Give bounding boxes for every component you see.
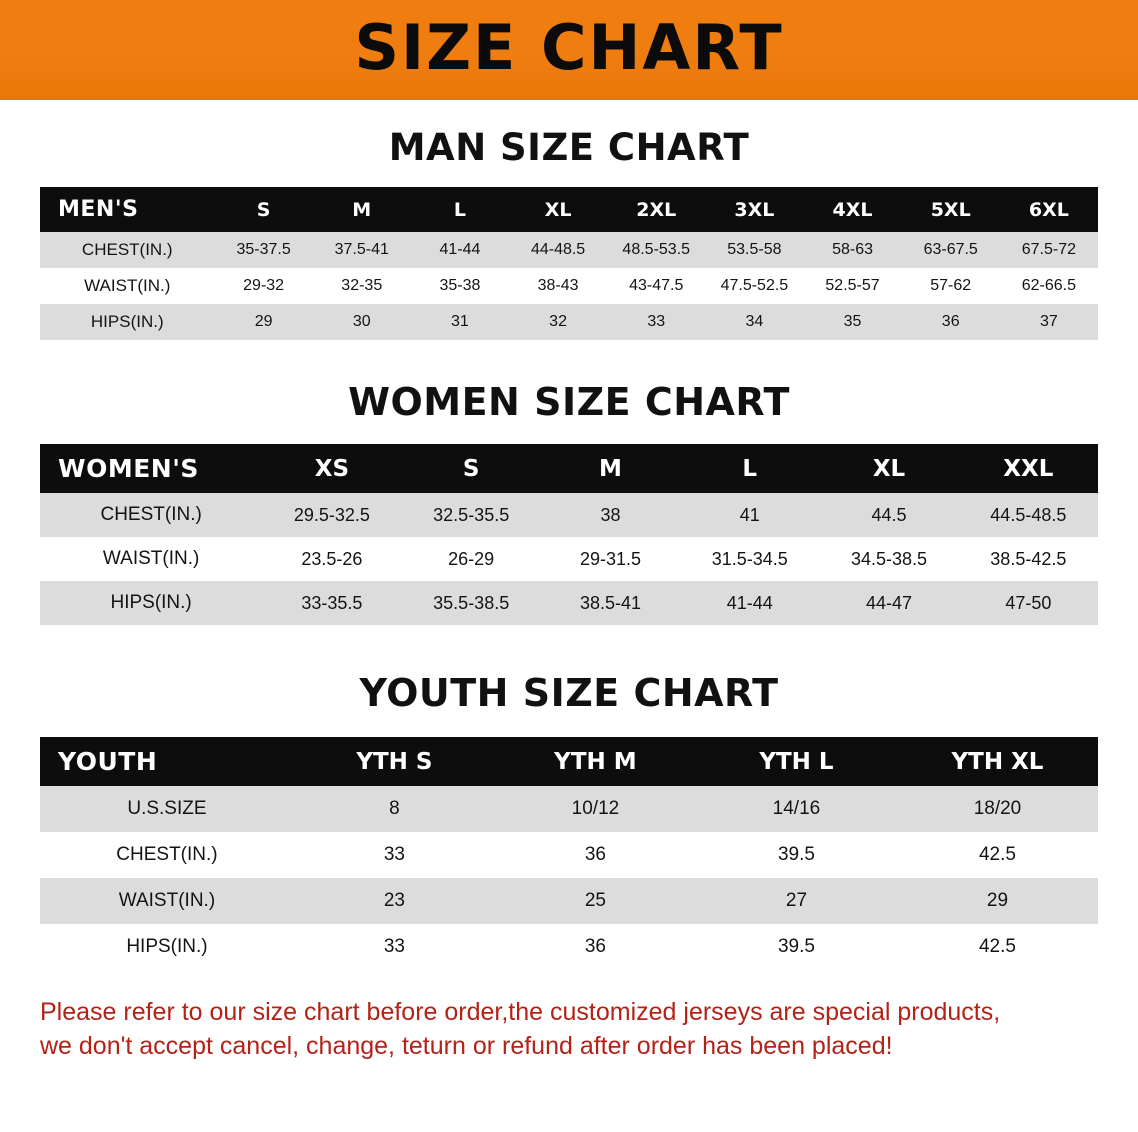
table-header-row <box>40 444 1098 493</box>
youth-measure-label: CHEST(IN.) <box>40 832 294 878</box>
youth-measure-value: 39.5 <box>696 924 897 970</box>
man-measure-value: 32 <box>509 304 607 340</box>
man-measure-value: 58-63 <box>803 232 901 268</box>
women-measure-label: HIPS(IN.) <box>40 581 262 625</box>
women-measure-value: 41 <box>680 493 819 537</box>
youth-column-header: YTH S <box>294 737 495 786</box>
man-measure-value: 53.5-58 <box>705 232 803 268</box>
women-column-header: XXL <box>959 444 1098 493</box>
man-size-table <box>40 187 1098 340</box>
man-measure-value: 67.5-72 <box>1000 232 1098 268</box>
man-table-header <box>40 187 1098 232</box>
women-measure-value: 35.5-38.5 <box>402 581 541 625</box>
youth-measure-value: 39.5 <box>696 832 897 878</box>
youth-measure-value: 27 <box>696 878 897 924</box>
disclaimer-line-1: Please refer to our size chart before order,the customized jerseys are special products, <box>40 998 1001 1026</box>
women-measure-value: 23.5-26 <box>262 537 401 581</box>
table-row <box>40 581 1098 625</box>
table-row <box>40 924 1098 970</box>
women-table-header <box>40 444 1098 493</box>
man-table-wrap <box>0 187 1138 340</box>
youth-measure-label: HIPS(IN.) <box>40 924 294 970</box>
disclaimer-note <box>40 996 1098 1064</box>
man-measure-value: 34 <box>705 304 803 340</box>
table-row <box>40 304 1098 340</box>
youth-measure-value: 36 <box>495 924 696 970</box>
man-measure-value: 48.5-53.5 <box>607 232 705 268</box>
man-column-header: L <box>411 187 509 232</box>
youth-table-wrap <box>0 737 1138 970</box>
youth-measure-value: 25 <box>495 878 696 924</box>
youth-column-header: YTH L <box>696 737 897 786</box>
women-measure-value: 38 <box>541 493 680 537</box>
women-column-header: S <box>402 444 541 493</box>
women-measure-value: 29.5-32.5 <box>262 493 401 537</box>
table-row <box>40 493 1098 537</box>
man-measure-value: 41-44 <box>411 232 509 268</box>
man-measure-value: 35-38 <box>411 268 509 304</box>
man-measure-value: 37.5-41 <box>313 232 411 268</box>
youth-measure-value: 29 <box>897 878 1098 924</box>
women-column-header: XS <box>262 444 401 493</box>
women-measure-value: 38.5-42.5 <box>959 537 1098 581</box>
youth-measure-value: 18/20 <box>897 786 1098 832</box>
women-measure-value: 29-31.5 <box>541 537 680 581</box>
women-measure-value: 32.5-35.5 <box>402 493 541 537</box>
man-measure-value: 37 <box>1000 304 1098 340</box>
women-measure-value: 34.5-38.5 <box>819 537 958 581</box>
women-measure-value: 44.5-48.5 <box>959 493 1098 537</box>
women-measure-value: 44-47 <box>819 581 958 625</box>
youth-section-heading: YOUTH SIZE CHART <box>359 671 779 715</box>
youth-measure-value: 33 <box>294 924 495 970</box>
man-column-header: 3XL <box>705 187 803 232</box>
youth-measure-value: 23 <box>294 878 495 924</box>
women-measure-value: 41-44 <box>680 581 819 625</box>
man-column-header: XL <box>509 187 607 232</box>
man-section-heading: MAN SIZE CHART <box>388 126 750 169</box>
youth-measure-value: 42.5 <box>897 832 1098 878</box>
women-column-header: M <box>541 444 680 493</box>
man-column-header: S <box>215 187 313 232</box>
man-measure-value: 32-35 <box>313 268 411 304</box>
youth-measure-label: WAIST(IN.) <box>40 878 294 924</box>
women-measure-label: WAIST(IN.) <box>40 537 262 581</box>
man-measure-value: 29-32 <box>215 268 313 304</box>
youth-measure-value: 8 <box>294 786 495 832</box>
women-measure-value: 31.5-34.5 <box>680 537 819 581</box>
women-column-header: L <box>680 444 819 493</box>
women-size-table <box>40 444 1098 625</box>
man-measure-value: 33 <box>607 304 705 340</box>
man-measure-value: 63-67.5 <box>902 232 1000 268</box>
youth-column-header: YTH XL <box>897 737 1098 786</box>
women-measure-label: CHEST(IN.) <box>40 493 262 537</box>
women-measure-value: 44.5 <box>819 493 958 537</box>
youth-measure-label: U.S.SIZE <box>40 786 294 832</box>
man-measure-value: 44-48.5 <box>509 232 607 268</box>
women-table-body <box>40 493 1098 625</box>
man-measure-label: WAIST(IN.) <box>40 268 215 304</box>
women-measure-value: 26-29 <box>402 537 541 581</box>
man-measure-value: 52.5-57 <box>803 268 901 304</box>
man-row-header-label: MEN'S <box>40 187 215 232</box>
table-row <box>40 232 1098 268</box>
women-measure-value: 47-50 <box>959 581 1098 625</box>
man-measure-value: 57-62 <box>902 268 1000 304</box>
man-column-header: 5XL <box>902 187 1000 232</box>
man-column-header: 6XL <box>1000 187 1098 232</box>
man-measure-value: 29 <box>215 304 313 340</box>
man-column-header: 2XL <box>607 187 705 232</box>
youth-table-body <box>40 786 1098 970</box>
man-table-body <box>40 232 1098 340</box>
women-section-heading: WOMEN SIZE CHART <box>348 380 790 424</box>
man-measure-value: 35-37.5 <box>215 232 313 268</box>
table-row <box>40 878 1098 924</box>
youth-measure-value: 42.5 <box>897 924 1098 970</box>
youth-measure-value: 10/12 <box>495 786 696 832</box>
youth-size-table <box>40 737 1098 970</box>
man-measure-value: 36 <box>902 304 1000 340</box>
women-measure-value: 33-35.5 <box>262 581 401 625</box>
man-column-header: 4XL <box>803 187 901 232</box>
man-measure-label: CHEST(IN.) <box>40 232 215 268</box>
man-measure-value: 43-47.5 <box>607 268 705 304</box>
man-measure-value: 35 <box>803 304 901 340</box>
table-row <box>40 786 1098 832</box>
man-measure-value: 62-66.5 <box>1000 268 1098 304</box>
table-row <box>40 268 1098 304</box>
man-measure-value: 47.5-52.5 <box>705 268 803 304</box>
youth-measure-value: 14/16 <box>696 786 897 832</box>
table-row <box>40 832 1098 878</box>
youth-measure-value: 33 <box>294 832 495 878</box>
man-measure-value: 31 <box>411 304 509 340</box>
man-measure-value: 30 <box>313 304 411 340</box>
women-row-header-label: WOMEN'S <box>40 444 262 493</box>
youth-table-header <box>40 737 1098 786</box>
banner <box>0 0 1138 100</box>
table-header-row <box>40 737 1098 786</box>
disclaimer-line-2: we don't accept cancel, change, teturn or refund after order has been placed! <box>40 1031 893 1060</box>
women-measure-value: 38.5-41 <box>541 581 680 625</box>
table-header-row <box>40 187 1098 232</box>
page-title: SIZE CHART <box>354 11 784 84</box>
youth-row-header-label: YOUTH <box>40 737 294 786</box>
women-column-header: XL <box>819 444 958 493</box>
man-measure-value: 38-43 <box>509 268 607 304</box>
table-row <box>40 537 1098 581</box>
man-column-header: M <box>313 187 411 232</box>
youth-measure-value: 36 <box>495 832 696 878</box>
man-measure-label: HIPS(IN.) <box>40 304 215 340</box>
women-table-wrap <box>0 444 1138 625</box>
youth-column-header: YTH M <box>495 737 696 786</box>
